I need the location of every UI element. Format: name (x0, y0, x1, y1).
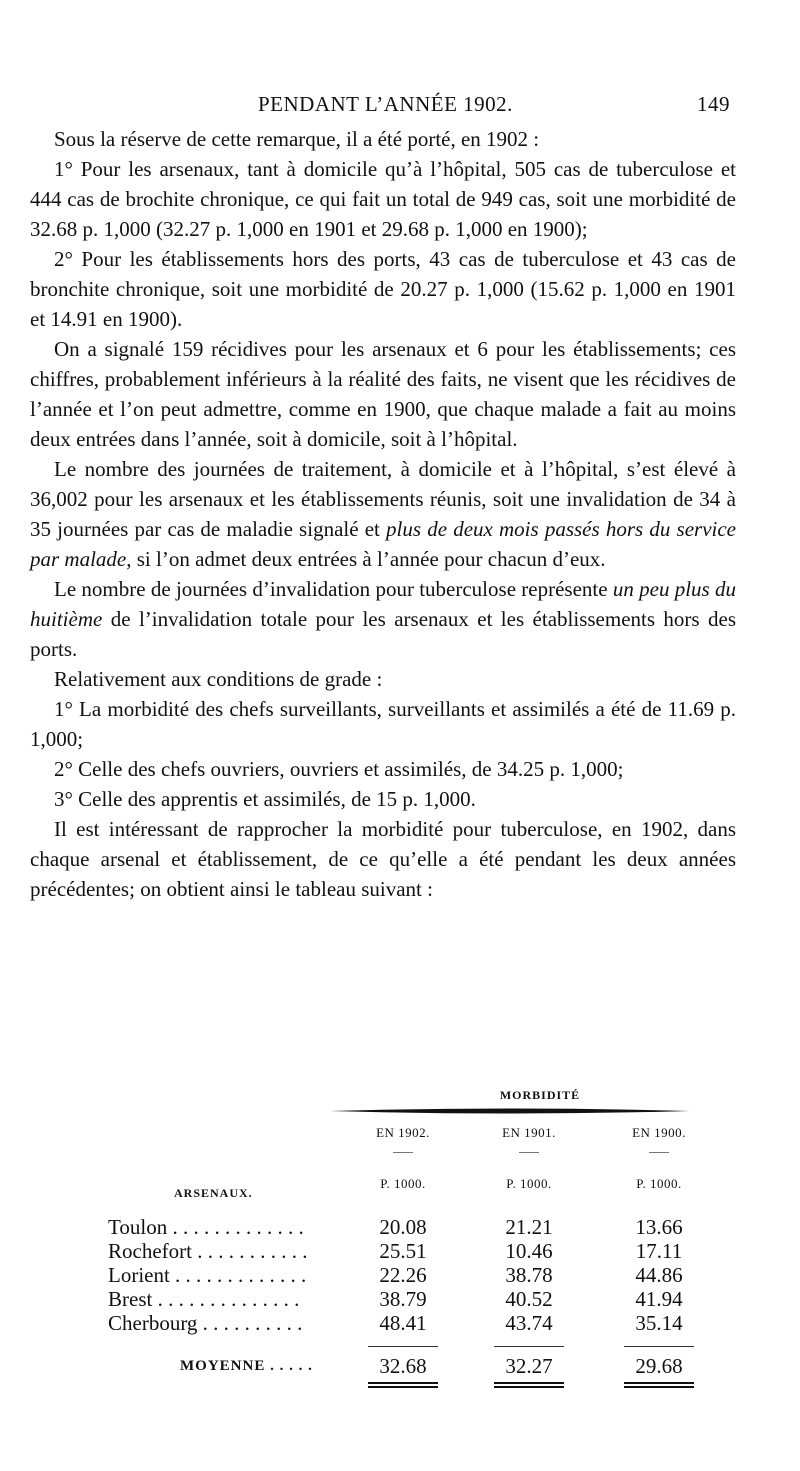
cell-1901: 10.46 (505, 1239, 553, 1263)
cell-1902: 25.51 (379, 1239, 427, 1263)
column-unit-1900: P. 1000. (636, 1176, 682, 1191)
cell-1901: 21.21 (505, 1215, 553, 1239)
row-name: Brest . . . . . . . . . . . . . . (108, 1287, 300, 1311)
column-dash (393, 1152, 413, 1153)
cell-1902: 20.08 (379, 1215, 427, 1239)
column-dash (519, 1152, 539, 1153)
paragraph-table-intro: Il est intéressant de rapprocher la morbidité pour tuberculose, en 1902, dans chaque arsenal et établissement, de ce qu’elle a été pendant les deux années précédentes; on obtient ainsi le tableau suivant : (30, 817, 736, 901)
column-heading-1900: EN 1900. (632, 1125, 686, 1140)
paragraph-journees-text-a: Le nombre des journées de traitement, à domicile et à l’hôpital, s’est élevé à 36,002 pour les arsenaux et les établissements réunis, soit une invalidation de 34 à 35 journées par cas de maladie signalé et (30, 457, 736, 541)
running-title: PENDANT L’ANNÉE 1902. (258, 92, 513, 116)
double-rule (624, 1382, 694, 1388)
column-heading-1902: EN 1902. (376, 1125, 430, 1140)
average-label: MOYENNE . . . . . (180, 1358, 313, 1374)
cell-1901: 43.74 (505, 1311, 553, 1335)
column-heading-1901: EN 1901. (502, 1125, 556, 1140)
paragraph-recidives: On a signalé 159 récidives pour les arsenaux et 6 pour les établissements; ces chiffres, probablement inférieurs à la réalité des faits, ne visent que les récidives de l’année et l’on peut admettre, comme en 1900, que chaque malade a fait au moins deux entrées dans l’année, soit à domicile, soit à l’hôpital. (30, 337, 736, 451)
paragraph-grade-intro: Relativement aux conditions de grade : (54, 667, 383, 691)
table-row-cherbourg (108, 1311, 683, 1335)
paragraph-invalidation (30, 574, 736, 664)
paragraph-journees-emphasis: plus de deux mois passés hors du service par malade (30, 517, 736, 571)
page-number: 149 (697, 92, 730, 116)
cell-1902: 38.79 (379, 1287, 427, 1311)
row-name: Cherbourg . . . . . . . . . . (108, 1311, 303, 1335)
paragraph-journees-text-b: , si l’on admet deux entrées à l’année pour chacun d’eux. (126, 547, 606, 571)
running-header (30, 92, 730, 118)
table-row-toulon (108, 1215, 683, 1239)
row-heading-arsenaux: ARSENAUX. (174, 1186, 253, 1200)
paragraph-grade-2: 2° Celle des chefs ouvriers, ouvriers et assimilés, de 34.25 p. 1,000; (54, 757, 624, 781)
cell-1900: 41.94 (635, 1287, 683, 1311)
average-1902: 32.68 (379, 1354, 427, 1378)
cell-1901: 38.78 (505, 1263, 553, 1287)
cell-1901: 40.52 (505, 1287, 553, 1311)
double-rule (494, 1382, 564, 1388)
row-name: Rochefort . . . . . . . . . . . (108, 1239, 308, 1263)
column-dash (649, 1152, 669, 1153)
table-row-average (108, 1354, 683, 1378)
double-rule (368, 1382, 438, 1388)
sum-rule (368, 1346, 438, 1347)
cell-1902: 22.26 (379, 1263, 427, 1287)
column-unit-1901: P. 1000. (506, 1176, 552, 1191)
table-row-rochefort (108, 1239, 683, 1263)
average-1901: 32.27 (505, 1354, 553, 1378)
sum-rule (494, 1346, 564, 1347)
swell-rule (330, 1106, 690, 1116)
paragraph-grade-1: 1° La morbidité des chefs surveillants, surveillants et assimilés a été de 11.69 p. 1,000; (30, 697, 736, 751)
cell-1902: 48.41 (379, 1311, 427, 1335)
body-text (30, 124, 736, 904)
average-1900: 29.68 (635, 1354, 683, 1378)
paragraph-etablissements: 2° Pour les établissements hors des ports, 43 cas de tuberculose et 43 cas de bronchite chronique, soit une morbidité de 20.27 p. 1,000 (15.62 p. 1,000 en 1901 et 14.91 en 1900). (30, 247, 736, 331)
paragraph-intro: Sous la réserve de cette remarque, il a été porté, en 1902 : (54, 127, 540, 151)
column-unit-1902: P. 1000. (380, 1176, 426, 1191)
cell-1900: 44.86 (635, 1263, 683, 1287)
paragraph-invalidation-text-a: Le nombre de journées d’invalidation pour tuberculose représente (54, 577, 613, 601)
morbidity-table (100, 1078, 700, 1398)
table-group-heading: MORBIDITÉ (499, 1088, 581, 1102)
cell-1900: 17.11 (635, 1239, 683, 1263)
paragraph-grade-3: 3° Celle des apprentis et assimilés, de 15 p. 1,000. (54, 787, 476, 811)
row-name: Toulon . . . . . . . . . . . . . (108, 1215, 304, 1239)
table-row-brest (108, 1287, 683, 1311)
sum-rule (624, 1346, 694, 1347)
cell-1900: 35.14 (635, 1311, 683, 1335)
cell-1900: 13.66 (635, 1215, 683, 1239)
row-name: Lorient . . . . . . . . . . . . . (108, 1263, 307, 1287)
paragraph-invalidation-emphasis: un peu plus du huitième (30, 577, 736, 631)
paragraph-invalidation-text-b: de l’invalidation totale pour les arsenaux et les établissements hors des ports. (30, 607, 736, 661)
table-row-lorient (108, 1263, 683, 1287)
paragraph-journees (30, 454, 736, 574)
paragraph-arsenaux: 1° Pour les arsenaux, tant à domicile qu’à l’hôpital, 505 cas de tuberculose et 444 cas de brochite chronique, ce qui fait un total de 949 cas, soit une morbidité de 32.68 p. 1,000 (32.27 p. 1,000 en 1901 et 29.68 p. 1,000 en 1900); (30, 157, 736, 241)
